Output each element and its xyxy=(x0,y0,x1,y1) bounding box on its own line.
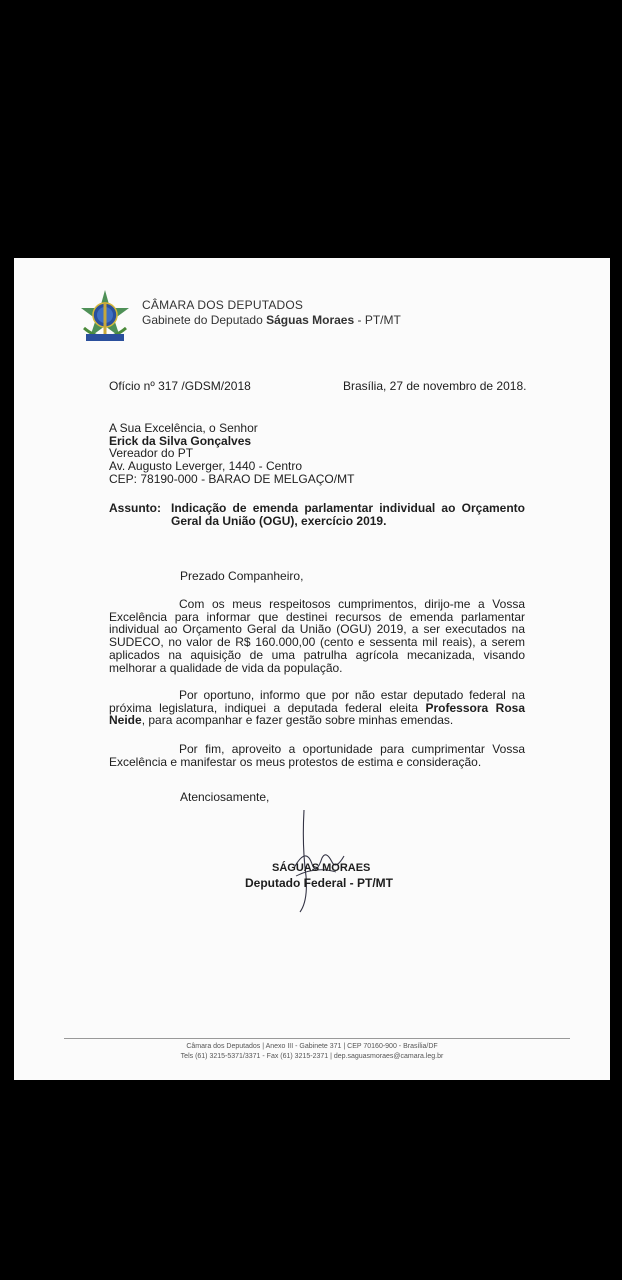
greeting: Prezado Companheiro, xyxy=(180,569,304,583)
closing: Atenciosamente, xyxy=(180,790,270,804)
signer-title: Deputado Federal - PT/MT xyxy=(245,876,394,890)
institution-name: CÂMARA DOS DEPUTADOS xyxy=(142,298,304,312)
indicated-deputy-name: Professora Rosa Neide xyxy=(109,700,526,728)
document-date: Brasília, 27 de novembro de 2018. xyxy=(343,379,527,393)
deputy-name: Ságuas Moraes xyxy=(266,313,355,327)
brazil-coat-of-arms-icon xyxy=(76,288,134,348)
paragraph-1: Com os meus respeitosos cumprimentos, dirijo-me a Vossa Excelência para informar que destinei recursos de emenda parlamentar individual ao Orçamento Geral da União (OGU) 2019, a ser executados na SUDECO, no valor de R$ 160.000,00 (cento e sessenta mil reais), a serem aplicados na aquisição de uma patrulha agrícola mecanizada, visando melhorar a qualidade de vida da população. xyxy=(109,597,525,675)
paragraph-3: Por fim, aproveito a oportunidade para cumprimentar Vossa Excelência e manifestar os meus protestos de estima e consideração. xyxy=(109,742,525,769)
footer-contacts: Tels (61) 3215-5371/3371 - Fax (61) 3215-2371 | dep.saguasmoraes@camara.leg.br xyxy=(180,1053,444,1060)
letter-page xyxy=(14,258,610,1080)
handwritten-signature xyxy=(276,806,366,916)
addressee-block xyxy=(109,422,354,486)
addressee-city: CEP: 78190-000 - BARAO DE MELGAÇO/MT xyxy=(109,471,355,486)
addressee-salutation: A Sua Excelência, o Senhor xyxy=(109,421,258,435)
office-line: Gabinete do Deputado Ságuas Moraes - PT/MT xyxy=(142,313,401,327)
document-reference: Ofício nº 317 /GDSM/2018 xyxy=(109,379,251,393)
paragraph-2: Por oportuno, informo que por não estar deputado federal na próxima legislatura, indiquei a deputada federal eleita Professora Rosa Neide, para acompanhar e fazer gestão sobre minhas emendas. xyxy=(109,688,526,728)
footer-divider xyxy=(64,1038,570,1039)
footer-address: Câmara dos Deputados | Anexo III - Gabinete 371 | CEP 70160-900 - Brasília/DF xyxy=(186,1043,438,1050)
signer-name: SÁGUAS MORAES xyxy=(272,862,371,874)
subject-block xyxy=(109,502,525,527)
letterhead xyxy=(142,298,401,327)
addressee-name: Erick da Silva Gonçalves xyxy=(109,433,252,448)
subject-label: Assunto: xyxy=(109,501,161,515)
addressee-title: Vereador do PT xyxy=(109,446,194,461)
addressee-street: Av. Augusto Leverger, 1440 - Centro xyxy=(109,459,303,474)
subject-text: Indicação de emenda parlamentar individual ao Orçamento Geral da União (OGU), exercício 2019. xyxy=(171,501,525,528)
